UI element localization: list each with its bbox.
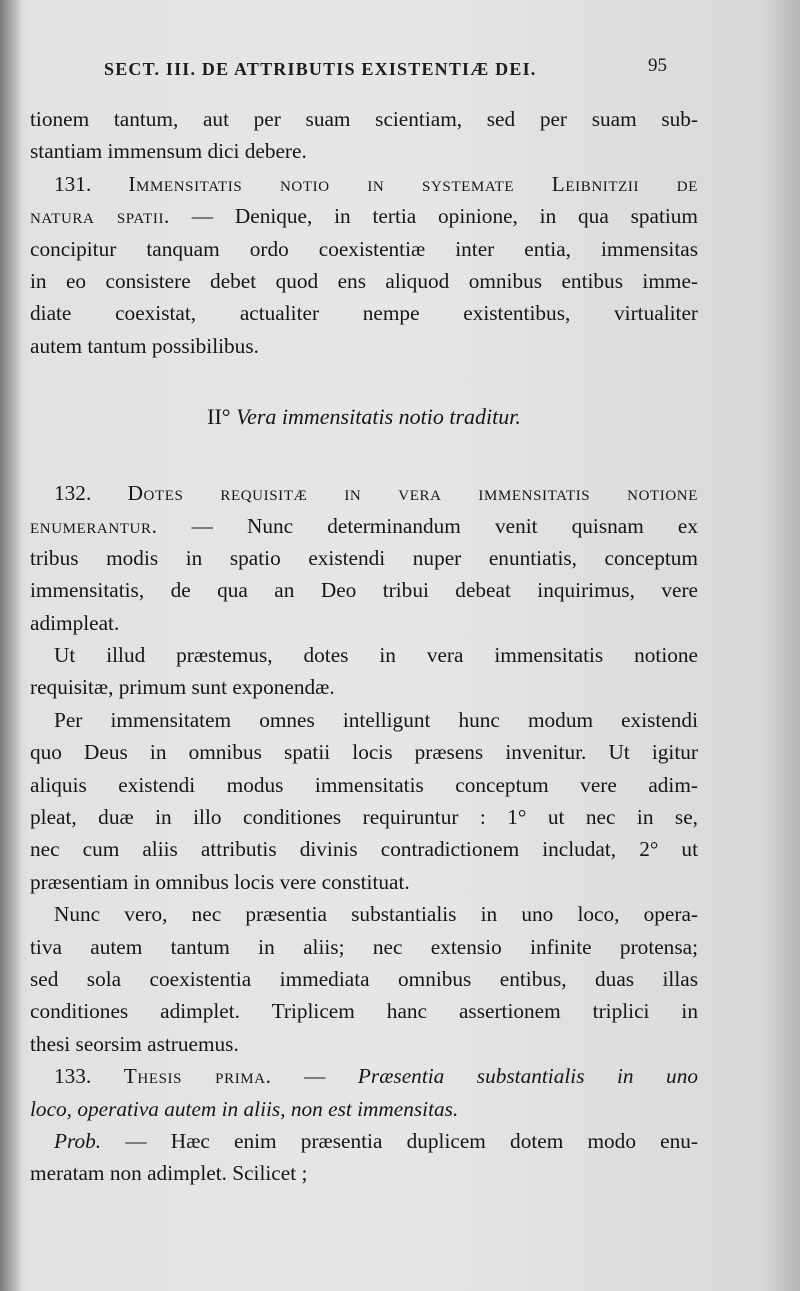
paragraph-title: Thesis prima. bbox=[123, 1064, 272, 1089]
text-line: Per immensitatem omnes intelligunt hunc modum existendi bbox=[54, 707, 698, 732]
text-line: requisitæ, primum sunt exponendæ. bbox=[30, 675, 335, 700]
text-line: aliquis existendi modus immensitatis conceptum vere adim- bbox=[30, 772, 698, 797]
paragraph-title: enumerantur. bbox=[30, 513, 158, 538]
text-line: meratam non adimplet. Scilicet ; bbox=[30, 1161, 308, 1186]
text-line: concipitur tanquam ordo coexistentiæ inter entia, immensitas bbox=[30, 236, 698, 261]
text-line: nec cum aliis attributis divinis contradictionem includat, 2° ut bbox=[30, 837, 698, 862]
text-line: in eo consistere debet quod ens aliquod omnibus entibus imme- bbox=[30, 268, 698, 293]
text-run: — Hæc enim præsentia duplicem dotem modo enu- bbox=[101, 1128, 698, 1153]
section-number: II° bbox=[207, 404, 231, 430]
text-line: immensitatis, de qua an Deo tribui debeat inquirimus, vere bbox=[30, 578, 698, 603]
text-line: Ut illud præstemus, dotes in vera immensitatis notione bbox=[54, 643, 698, 668]
paragraph-number: 131. bbox=[54, 171, 129, 196]
text-line: stantiam immensum dici debere. bbox=[30, 139, 307, 164]
section-title: Vera immensitatis notio traditur. bbox=[236, 404, 521, 430]
section-heading bbox=[30, 401, 698, 433]
text-line bbox=[30, 510, 698, 542]
text-line: diate coexistat, actualiter nempe existentibus, virtualiter bbox=[30, 301, 698, 326]
text-line: adimpleat. bbox=[30, 610, 120, 635]
text-line: pleat, duæ in illo conditiones requiruntur : 1° ut nec in se, bbox=[30, 805, 698, 830]
dash: — bbox=[271, 1064, 358, 1089]
paragraph-131-heading bbox=[30, 168, 698, 200]
paragraph-title: Dotes requisitæ in vera immensitatis notione bbox=[127, 481, 698, 506]
paragraph-133-heading bbox=[30, 1060, 698, 1092]
text-line: tiva autem tantum in aliis; nec extensio infinite protensa; bbox=[30, 934, 698, 959]
text-line: præsentiam in omnibus locis vere constituat. bbox=[30, 869, 410, 894]
text-line bbox=[30, 1125, 698, 1157]
paragraph-132-heading bbox=[30, 477, 698, 509]
text-run: — Denique, in tertia opinione, in qua spatium bbox=[169, 204, 699, 229]
text-line bbox=[30, 200, 698, 232]
text-line: thesi seorsim astruemus. bbox=[30, 1031, 239, 1056]
text-line: autem tantum possibilibus. bbox=[30, 333, 259, 358]
text-run: — Nunc determinandum venit quisnam ex bbox=[157, 513, 698, 538]
thesis-text: Præsentia substantialis in uno bbox=[357, 1064, 698, 1089]
running-title: SECT. III. DE ATTRIBUTIS EXISTENTIÆ DEI. bbox=[104, 59, 537, 79]
text-line: sed sola coexistentia immediata omnibus entibus, duas illas bbox=[30, 966, 698, 991]
text-line: tribus modis in spatio existendi nuper enuntiatis, conceptum bbox=[30, 545, 698, 570]
paragraph-number: 132. bbox=[54, 481, 128, 506]
text-line: Nunc vero, nec præsentia substantialis in uno loco, opera- bbox=[54, 902, 698, 927]
page-number: 95 bbox=[648, 55, 667, 76]
proof-label: Prob. bbox=[54, 1128, 102, 1153]
text-line: quo Deus in omnibus spatii locis præsens invenitur. Ut igitur bbox=[30, 740, 698, 765]
page-spine-shadow bbox=[0, 0, 22, 1291]
text-line: tionem tantum, aut per suam scientiam, sed per suam sub- bbox=[30, 107, 698, 131]
text-line: conditiones adimplet. Triplicem hanc assertionem triplici in bbox=[30, 999, 698, 1024]
paragraph-title: Immensitatis notio in systemate Leibnitzii de bbox=[128, 171, 698, 196]
body-text bbox=[30, 103, 698, 1190]
thesis-text: loco, operativa autem in aliis, non est immensitas. bbox=[30, 1096, 459, 1121]
paragraph-title: natura spatii. bbox=[30, 204, 170, 229]
paragraph-number: 133. bbox=[54, 1064, 124, 1089]
running-header bbox=[0, 55, 800, 85]
